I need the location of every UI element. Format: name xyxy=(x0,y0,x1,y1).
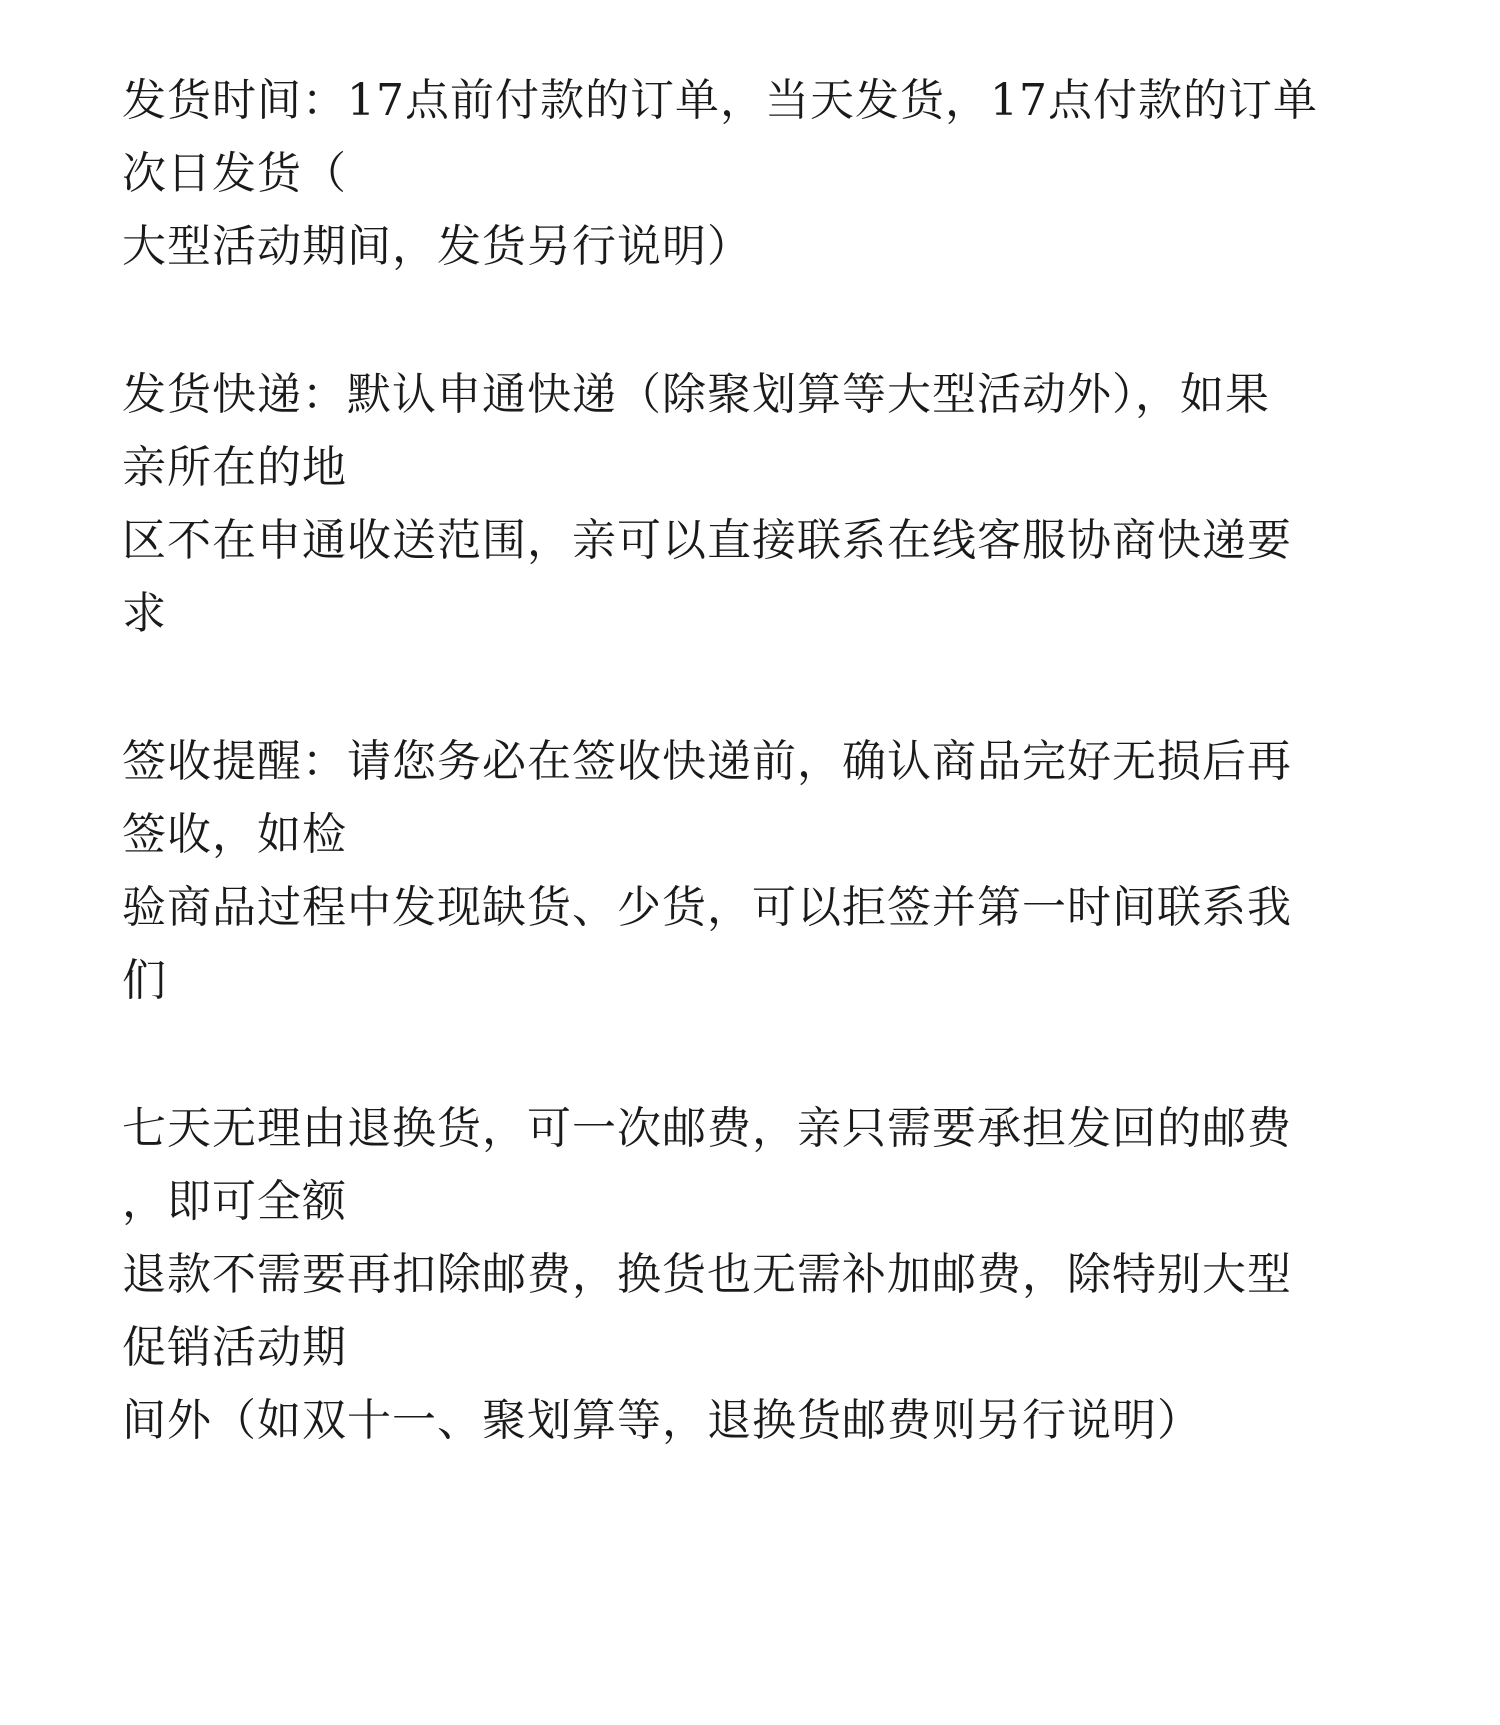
receipt-reminder-section xyxy=(122,725,1422,1017)
shipping-time-section xyxy=(122,64,1422,283)
text-line: 们 xyxy=(122,955,167,1006)
text-line: 求 xyxy=(122,588,167,639)
text-line: 间外（如双十一、聚划算等，退换货邮费则另行说明） xyxy=(122,1395,1202,1446)
text-line: 七天无理由退换货，可一次邮费，亲只需要承担发回的邮费 xyxy=(122,1103,1292,1154)
text-line: 退款不需要再扣除邮费，换货也无需补加邮费，除特别大型 xyxy=(122,1249,1292,1300)
shipping-courier-section xyxy=(122,358,1422,650)
policy-document xyxy=(122,64,1422,1532)
text-line: 签收，如检 xyxy=(122,809,347,860)
text-line: 验商品过程中发现缺货、少货，可以拒签并第一时间联系我 xyxy=(122,882,1292,933)
text-line: 签收提醒：请您务必在签收快递前，确认商品完好无损后再 xyxy=(122,736,1292,787)
return-policy-section xyxy=(122,1092,1422,1457)
text-line: 区不在申通收送范围，亲可以直接联系在线客服协商快递要 xyxy=(122,515,1292,566)
text-line: 亲所在的地 xyxy=(122,442,347,493)
text-line: 发货快递：默认申通快递（除聚划算等大型活动外），如果 xyxy=(122,369,1270,420)
text-line: 发货时间：17点前付款的订单，当天发货，17点付款的订单 xyxy=(122,75,1318,126)
text-line: 促销活动期 xyxy=(122,1322,347,1373)
text-line: 大型活动期间，发货另行说明） xyxy=(122,221,752,272)
text-line: 次日发货（ xyxy=(122,148,347,199)
text-line: ，即可全额 xyxy=(122,1176,347,1227)
